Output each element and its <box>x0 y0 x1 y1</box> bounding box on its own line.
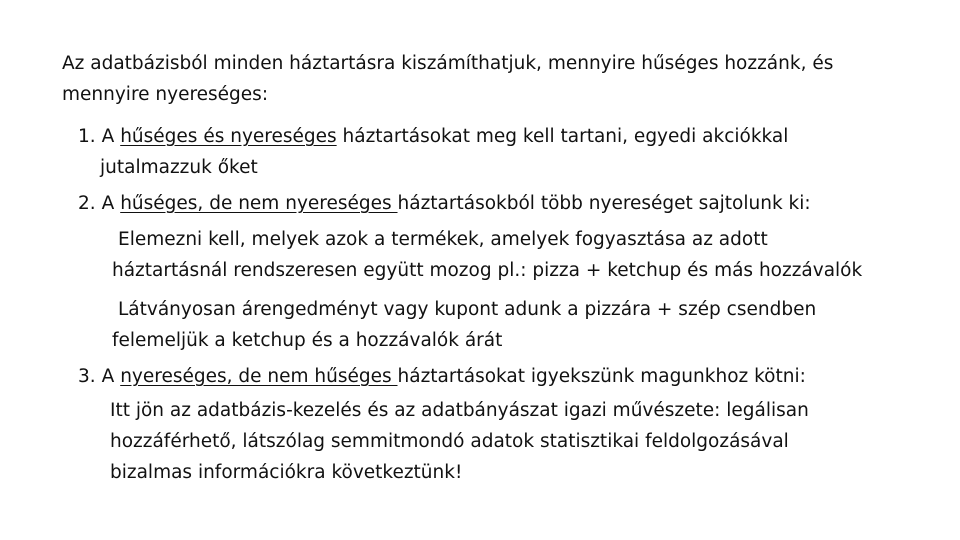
underlined-term: hűséges és nyereséges <box>120 126 337 147</box>
list-number: 2. <box>78 193 96 214</box>
list-text: háztartásokból több nyereséget sajtolunk ki: <box>397 193 811 214</box>
list-text: háztartásokat meg kell tartani, egyedi akciókkal <box>336 126 789 147</box>
closing-line-3: bizalmas információkra következtünk! <box>110 462 463 483</box>
sub-bullet-1 <box>98 224 918 286</box>
list-prefix: A <box>101 366 121 387</box>
list-continuation: jutalmazzuk őket <box>100 157 258 178</box>
list-item-1 <box>78 121 878 183</box>
closing-line-1: Itt jön az adatbázis-kezelés és az adatbányászat igazi művészete: legálisan <box>110 400 809 421</box>
sub-bullet-line-1: Elemezni kell, melyek azok a termékek, amelyek fogyasztása az adott <box>118 229 768 250</box>
closing-line-2: hozzáférhető, látszólag semmitmondó adatok statisztikai feldolgozásával <box>110 431 789 452</box>
list-item-2 <box>78 188 898 219</box>
underlined-term: hűséges, de nem nyereséges <box>120 193 398 214</box>
list-number: 1. <box>78 126 96 147</box>
underlined-term: nyereséges, de nem hűséges <box>120 366 398 387</box>
list-prefix: A <box>101 126 121 147</box>
sub-bullet-line-1: Látványosan árengedményt vagy kupont adunk a pizzára + szép csendben <box>118 299 817 320</box>
list-prefix: A <box>101 193 121 214</box>
sub-bullet-line-2: háztartásnál rendszeresen együtt mozog pl.: pizza + ketchup és más hozzávalók <box>112 260 863 281</box>
intro-line-1: Az adatbázisból minden háztartásra kiszámíthatjuk, mennyire hűséges hozzánk, és <box>62 53 834 74</box>
intro-paragraph <box>62 48 922 110</box>
list-number: 3. <box>78 366 96 387</box>
list-item-3 <box>78 361 898 392</box>
list-text: háztartásokat igyekszünk magunkhoz kötni: <box>397 366 806 387</box>
closing-paragraph <box>110 395 910 488</box>
sub-bullet-2 <box>98 294 918 356</box>
sub-bullet-line-2: felemeljük a ketchup és a hozzávalók árát <box>112 330 503 351</box>
intro-line-2: mennyire nyereséges: <box>62 84 269 105</box>
